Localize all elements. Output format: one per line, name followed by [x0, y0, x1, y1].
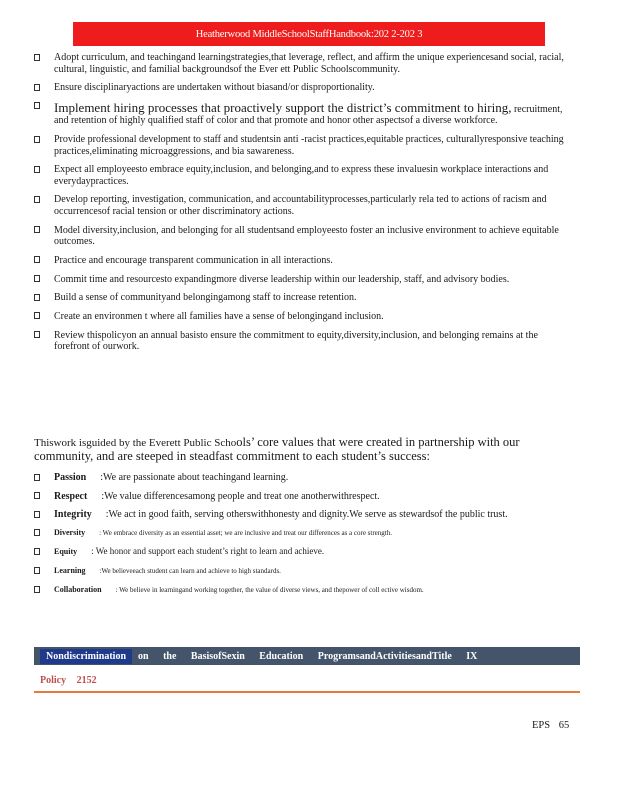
nondiscrimination-title: on the BasisofSexin Education ProgramsandActivitiesandTitle IX [138, 650, 478, 662]
value-term: Learning [54, 566, 86, 576]
value-term: Equity [54, 547, 78, 557]
list-item: Create an environmen t where all families have a sense of belongingand inclusion. [34, 311, 574, 323]
list-item: Integrity :We act in good faith, serving otherswithhonesty and dignity.We serve as stewardsof the public trust. [34, 509, 580, 521]
list-item: Adopt curriculum, and teachingand learningstrategies,that leverage, reflect, and affirm the unique experiencesand social, racial, cultural, linguistic, and familial backgroundsof the Ever ett Public Schoolscommunity. [34, 52, 574, 75]
handbook-header [73, 22, 545, 46]
value-term: Collaboration [54, 585, 102, 595]
checkbox-bullet-icon [34, 136, 40, 143]
core-values-intro: Thiswork isguided by the Everett Public Schools’ core values that were created in partnership with our community, and are steeped in steadfast commitment to each student’s success: [34, 435, 520, 463]
checkbox-bullet-icon [34, 196, 40, 203]
value-term: Respect [54, 490, 88, 502]
checkbox-bullet-icon [34, 586, 40, 593]
checkbox-bullet-icon [34, 567, 40, 574]
commitments-list [34, 52, 574, 360]
list-item: Practice and encourage transparent communication in all interactions. [34, 255, 574, 267]
list-item: Diversity : We embrace diversity as an essential asset; we are inclusive and treat our differences as a core strength. [34, 528, 580, 538]
checkbox-bullet-icon [34, 492, 40, 499]
checkbox-bullet-icon [34, 54, 40, 61]
checkbox-bullet-icon [34, 529, 40, 536]
checkbox-bullet-icon [34, 312, 40, 319]
checkbox-bullet-icon [34, 474, 40, 481]
value-term: Passion [54, 472, 87, 483]
policy-label: Policy 2152 [40, 675, 97, 686]
list-item: Commit time and resourcesto expandingmore diverse leadership within our leadership, staff, and advisory bodies. [34, 274, 574, 286]
list-item: Model diversity,inclusion, and belonging for all studentsand employeesto foster an inclusive environment to achieve equitable outcomes. [34, 225, 574, 248]
nondiscrimination-highlight: Nondiscrimination [40, 649, 132, 664]
policy-divider [34, 691, 580, 693]
checkbox-bullet-icon [34, 294, 40, 301]
list-item: Develop reporting, investigation, communication, and accountabilityprocesses,particularly rela ted to actions of racism and occurrencesof racial tension or other discriminatory actions. [34, 194, 574, 217]
checkbox-bullet-icon [34, 331, 40, 338]
list-item: Collaboration : We believe in learningand working together, the value of diverse views, and thepower of coll ective wisdom. [34, 585, 580, 595]
list-item: Implement hiring processes that proactively support the district’s commitment to hiring, recruitment, and retention of highly qualified staff of color and that promote and honor other aspectsof a diverse workforce. [34, 101, 574, 127]
header-title: Heatherwood MiddleSchoolStaffHandbook:202 2-202 3 [195, 28, 423, 40]
value-term: Diversity [54, 528, 86, 538]
list-item: Provide professional development to staff and studentsin anti -racist practices,equitable practices, culturallyresponsive teaching practices,eliminating microaggressions, and bia sawareness. [34, 134, 574, 157]
list-item: Ensure disciplinaryactions are undertaken without biasand/or disproportionality. [34, 82, 574, 94]
checkbox-bullet-icon [34, 511, 40, 518]
list-item: Passion :We are passionate about teachingand learning. [34, 472, 580, 484]
page-number: EPS 65 [532, 720, 570, 731]
checkbox-bullet-icon [34, 226, 40, 233]
checkbox-bullet-icon [34, 548, 40, 555]
checkbox-bullet-icon [34, 275, 40, 282]
nondiscrimination-heading [34, 647, 580, 665]
value-term: Integrity [54, 509, 92, 521]
list-item: Learning :We believeeach student can learn and achieve to high standards. [34, 566, 580, 576]
list-item: Build a sense of communityand belongingamong staff to increase retention. [34, 292, 574, 304]
list-item: Review thispolicyon an annual basisto ensure the commitment to equity,diversity,inclusion, and belonging remains at the forefront of ourwork. [34, 330, 574, 353]
core-values-list [34, 472, 580, 604]
checkbox-bullet-icon [34, 102, 40, 109]
checkbox-bullet-icon [34, 166, 40, 173]
checkbox-bullet-icon [34, 84, 40, 91]
list-item: Respect :We value differencesamong people and treat one anotherwithrespect. [34, 491, 580, 503]
checkbox-bullet-icon [34, 256, 40, 263]
list-item: Equity : We honor and support each student’s right to learn and achieve. [34, 547, 580, 557]
list-item: Expect all employeesto embrace equity,inclusion, and belonging,and to express these invaluesin workplace interactions and everydaypractices. [34, 164, 574, 187]
